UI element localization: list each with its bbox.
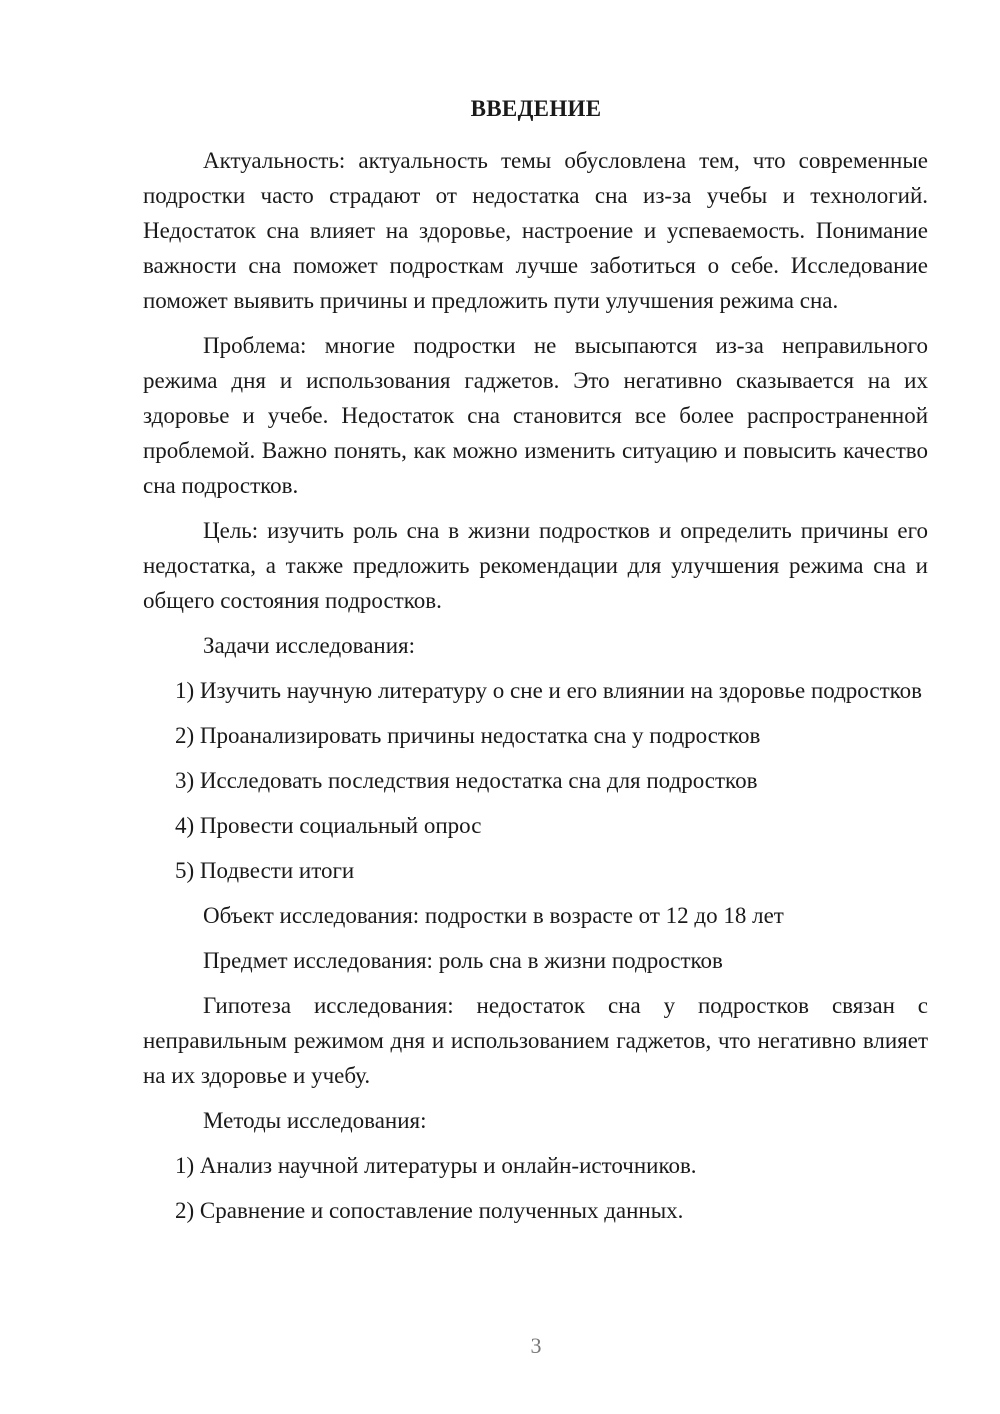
method-item: 1) Анализ научной литературы и онлайн-источников.	[175, 1153, 697, 1178]
task-item: 5) Подвести итоги	[175, 858, 355, 883]
document-body	[143, 143, 928, 1238]
task-item: 4) Провести социальный опрос	[175, 813, 482, 838]
task-item: 3) Исследовать последствия недостатка сна для подростков	[175, 768, 758, 793]
goal-paragraph: Цель: изучить роль сна в жизни подростков и определить причины его недостатка, а также предложить рекомендации для улучшения режима сна и общего состояния подростков.	[143, 518, 928, 613]
methods-heading: Методы исследования:	[203, 1108, 427, 1133]
research-subject: Предмет исследования: роль сна в жизни подростков	[203, 948, 723, 973]
method-item: 2) Сравнение и сопоставление полученных данных.	[175, 1198, 684, 1223]
hypothesis-paragraph: Гипотеза исследования: недостаток сна у подростков связан с неправильным режимом дня и использованием гаджетов, что негативно влияет на их здоровье и учебу.	[143, 993, 928, 1088]
research-object: Объект исследования: подростки в возрасте от 12 до 18 лет	[203, 903, 784, 928]
page-number: 3	[530, 1333, 542, 1358]
task-item: 2) Проанализировать причины недостатка сна у подростков	[175, 723, 761, 748]
tasks-heading: Задачи исследования:	[203, 633, 416, 658]
problem-paragraph: Проблема: многие подростки не высыпаются из-за неправильного режима дня и использования гаджетов. Это негативно сказывается на их здоровье и учебе. Недостаток сна становится все более распространенной проблемой. Важно понять, как можно изменить ситуацию и повысить качество сна подростков.	[143, 333, 928, 498]
relevance-paragraph: Актуальность: актуальность темы обусловлена тем, что современные подростки часто страдают от недостатка сна из-за учебы и технологий. Недостаток сна влияет на здоровье, настроение и успеваемость. Понимание важности сна поможет подросткам лучше заботиться о себе. Исследование поможет выявить причины и предложить пути улучшения режима сна.	[143, 148, 928, 313]
task-item: 1) Изучить научную литературу о сне и его влиянии на здоровье подростков	[175, 678, 922, 703]
section-title: ВВЕДЕНИЕ	[470, 96, 602, 121]
